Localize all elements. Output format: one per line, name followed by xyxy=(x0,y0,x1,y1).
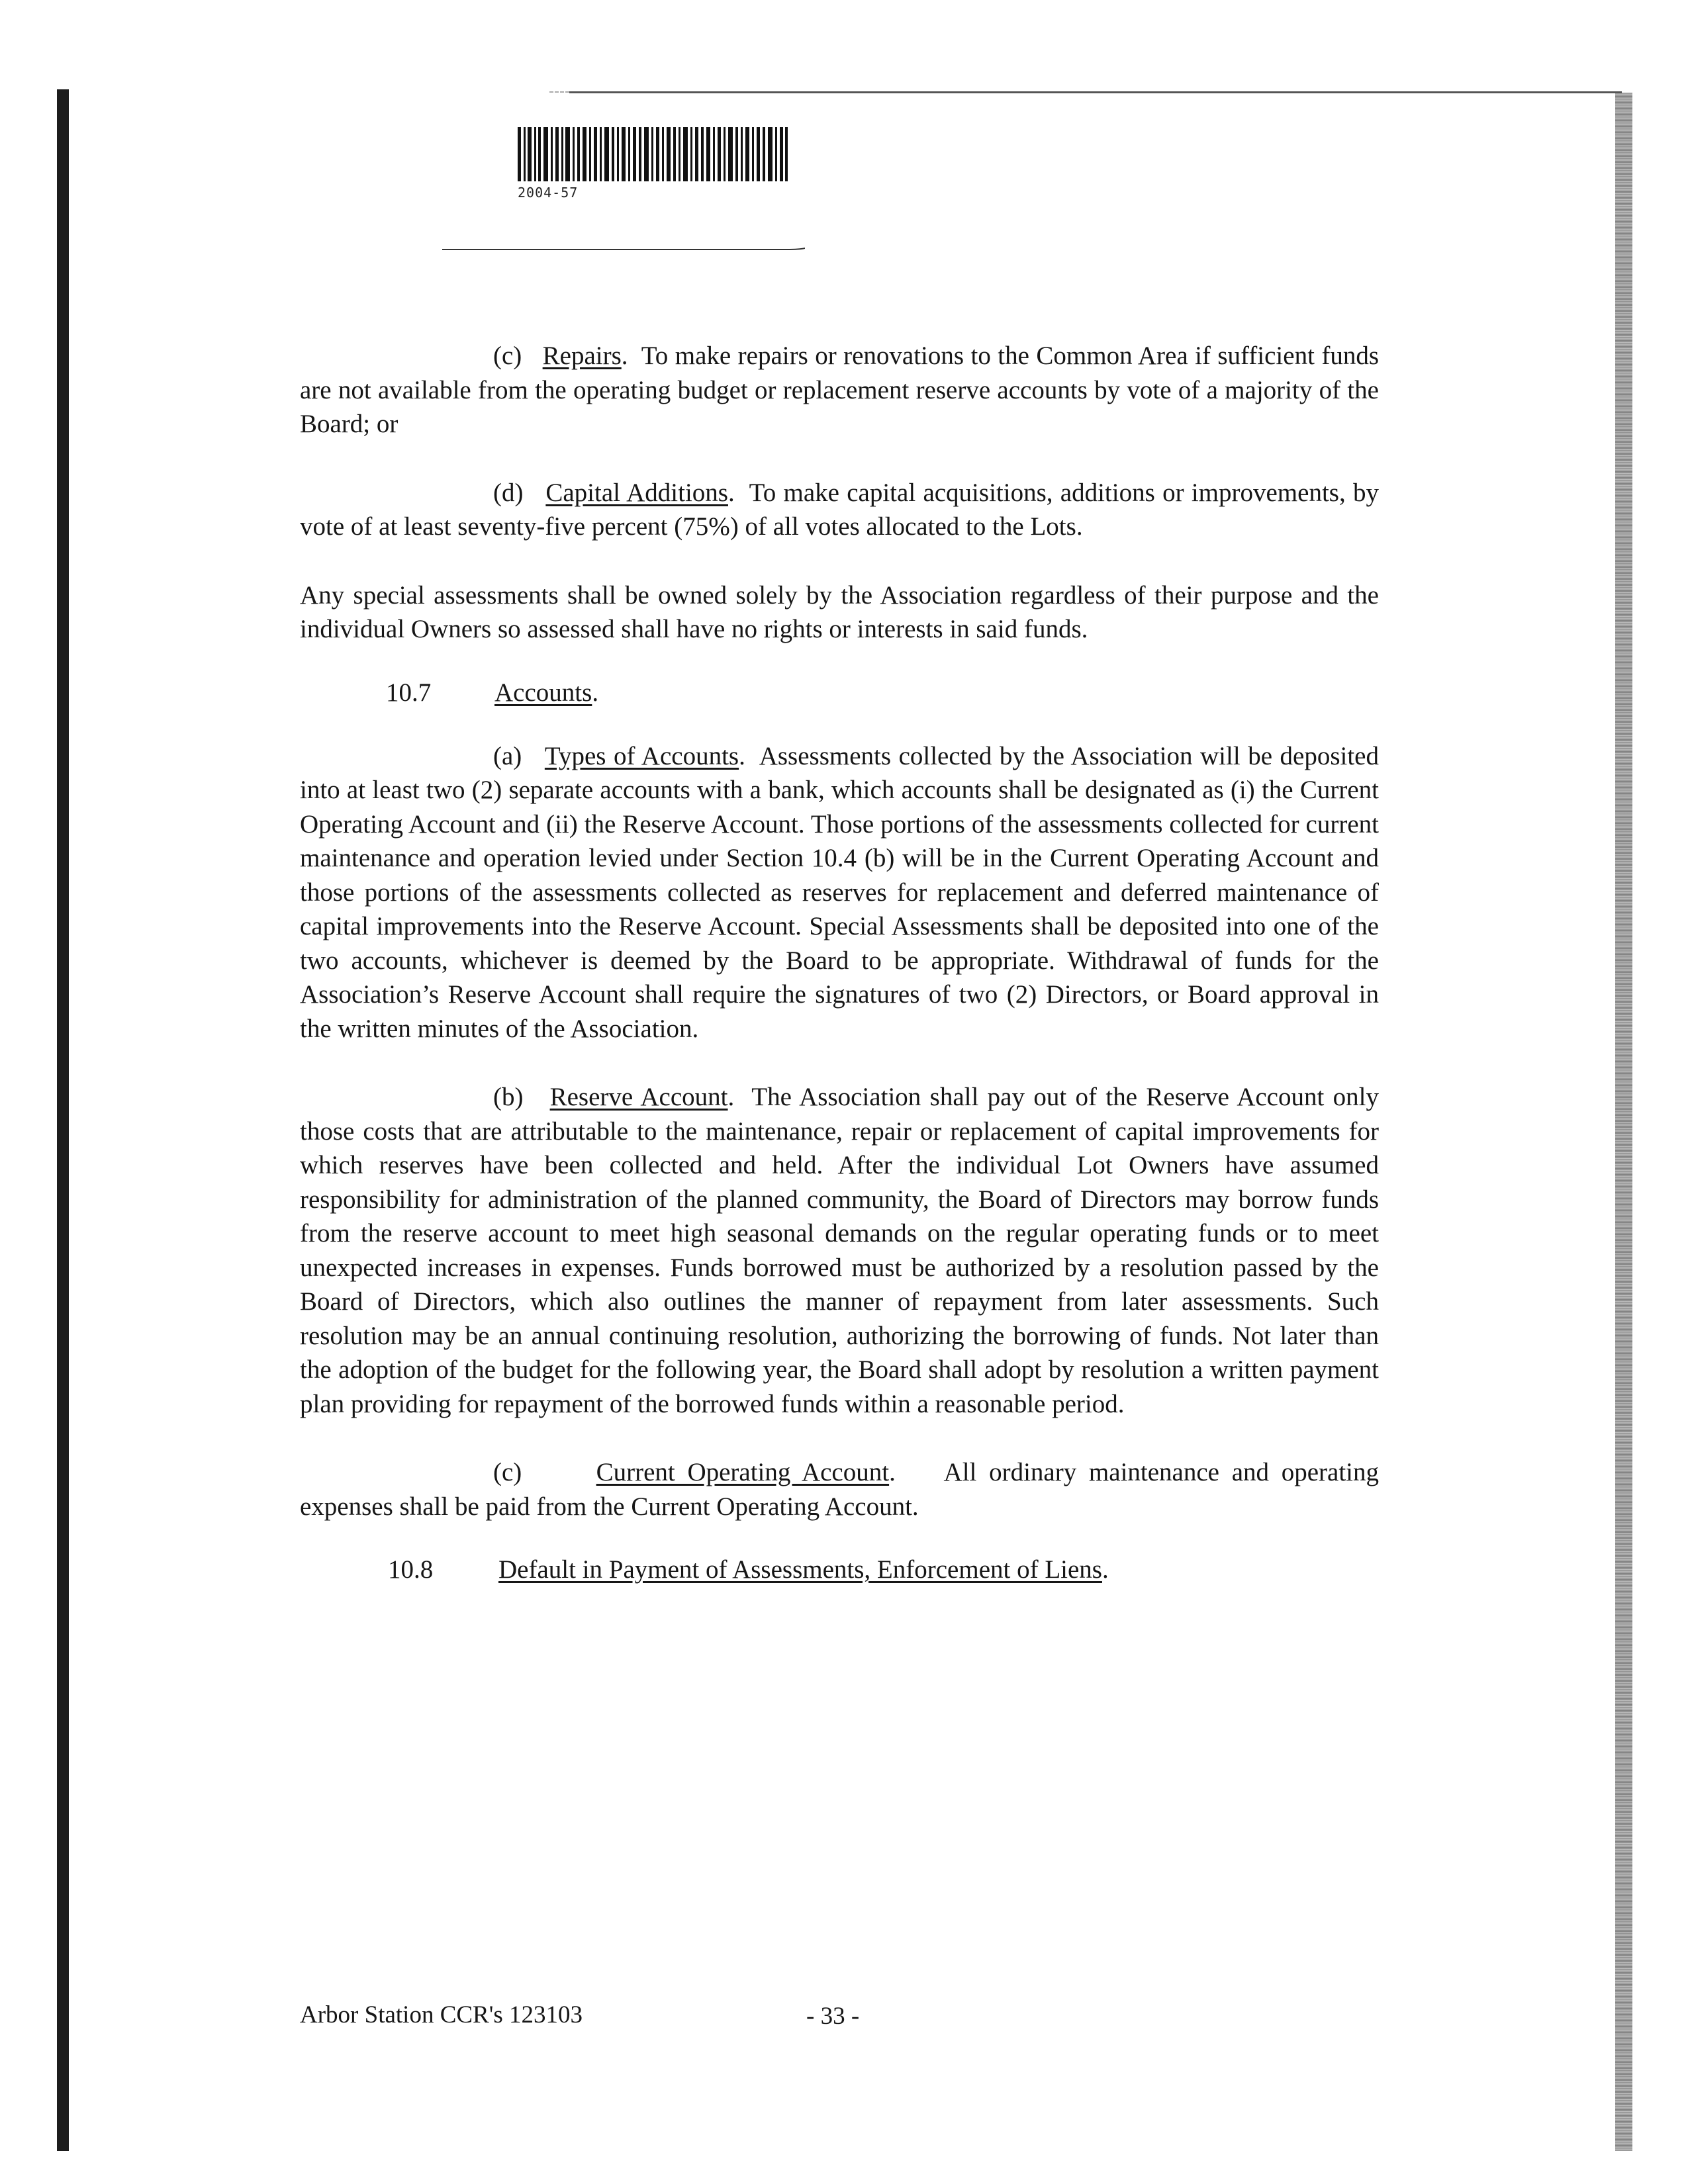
label-d: (d) xyxy=(493,478,524,507)
section-10-7-number: 10.7 xyxy=(386,678,432,707)
paragraph-types-of-accounts: (a) Types of Accounts. Assessments collected by the Association will be deposited into at least two (2) separate accounts with a bank, which accounts shall be designated as (i) the Current Operating Account and (ii) the Reserve Account. Those portions of the assessments collected for current maintenance and operation levied under Section 10.4 (b) will be in the Current Operating Account and those portions of the assessments collected as reserves for replacement and deferred maintenance of capital improvements into the Reserve Account. Special Assessments shall be deposited into one of the two accounts, whichever is deemed by the Board to be appropriate. Withdrawal of funds for the Association’s Reserve Account shall require the signatures of two (2) Directors, or Board approval in the written minutes of the Association. xyxy=(300,741,1379,1043)
paragraph-special-assessments: Any special assessments shall be owned solely by the Association regardless of their purpose and the individual Owners so assessed shall have no rights or interests in said funds. xyxy=(300,580,1379,643)
scan-border-right xyxy=(1615,93,1632,2151)
scan-top-rule xyxy=(569,91,1622,93)
label-b: (b) xyxy=(493,1083,524,1111)
barcode-number: 2004-57 xyxy=(518,185,579,201)
text-reserve-account: The Association shall pay out of the Reserve Account only those costs that are attributable to the maintenance, repair or replacement of capital improvements for which reserves have been collected and held. After the individual Lot Owners have assumed responsibility for administration of the planned community, the Board of Directors may borrow funds from the reserve account to meet high seasonal demands on the regular operating funds or to meet unexpected increases in expenses. Funds borrowed must be authorized by a resolution passed by the Board of Directors, which also outlines the manner of repayment from later assessments. Such resolution may be an annual continuing resolution, authorizing the borrowing of funds. Not later than the adoption of the budget for the following year, the Board shall adopt by resolution a written payment plan providing for repayment of the borrowed funds within a reasonable period. xyxy=(300,1083,1380,1418)
barcode-image xyxy=(518,127,788,181)
stamp-line xyxy=(442,248,805,251)
heading-repairs: Repairs xyxy=(542,341,622,370)
paragraph-capital-additions: (d) Capital Additions. To make capital acquisitions, additions or improvements, by vote of at least seventy-five percent (75%) of all votes allocated to the Lots. xyxy=(300,478,1380,541)
section-10-8: 10.8 Default in Payment of Assessments, Enforcement of Liens. xyxy=(300,1553,1379,1587)
section-10-8-number: 10.8 xyxy=(388,1555,434,1584)
label-c-2: (c) xyxy=(493,1458,522,1486)
section-10-7-title: Accounts xyxy=(494,678,592,707)
paragraph-reserve-account: (b) Reserve Account. The Association shall pay out of the Reserve Account only those costs that are attributable to the maintenance, repair or replacement of capital improvements for which reserves have been collected and held. After the individual Lot Owners have assumed responsibility for administration of the planned community, the Board of Directors may borrow funds from the reserve account to meet high seasonal demands on the regular operating funds or to meet unexpected increases in expenses. Funds borrowed must be authorized by a resolution passed by the Board of Directors, which also outlines the manner of repayment from later assessments. Such resolution may be an annual continuing resolution, authorizing the borrowing of funds. Not later than the adoption of the budget for the following year, the Board shall adopt by resolution a written payment plan providing for repayment of the borrowed funds within a reasonable period. xyxy=(300,1083,1380,1418)
heading-capital-additions: Capital Additions xyxy=(545,478,728,507)
paragraph-current-operating-account: (c) Current Operating Account. All ordinary maintenance and operating expenses shall be paid from the Current Operating Account. xyxy=(300,1458,1380,1521)
label-a: (a) xyxy=(493,741,522,770)
heading-types-of-accounts: Types of Accounts xyxy=(544,741,739,770)
text-repairs: To make repairs or renovations to the Common Area if sufficient funds are not available from the operating budget or replacement reserve accounts by vote of a majority of the Board; or xyxy=(300,341,1380,438)
footer-page-number: - 33 - xyxy=(806,2003,860,2030)
heading-reserve-account: Reserve Account xyxy=(549,1083,728,1111)
text-types-of-accounts: Assessments collected by the Association will be deposited into at least two (2) separate accounts with a bank, which accounts shall be designated as (i) the Current Operating Account and (ii) the Reserve Account. Those portions of the assessments collected for current maintenance and operation levied under Section 10.4 (b) will be in the Current Operating Account and those portions of the assessments collected as reserves for replacement and deferred maintenance of capital improvements into the Reserve Account. Special Assessments shall be deposited into one of the two accounts, whichever is deemed by the Board to be appropriate. Withdrawal of funds for the Association’s Reserve Account shall require the signatures of two (2) Directors, or Board approval in the written minutes of the Association. xyxy=(300,741,1379,1043)
text-current-operating-account: All ordinary maintenance and operating expenses shall be paid from the Current Operating Account. xyxy=(300,1458,1380,1521)
section-10-7: 10.7 Accounts. xyxy=(300,676,1379,710)
footer-document-name: Arbor Station CCR's 123103 xyxy=(300,2001,583,2028)
section-10-8-title: Default in Payment of Assessments, Enforcement of Liens xyxy=(498,1555,1102,1584)
heading-current-operating-account: Current Operating Account xyxy=(596,1458,890,1486)
text-capital-additions: To make capital acquisitions, additions or improvements, by vote of at least seventy-five percent (75%) of all votes allocated to the Lots. xyxy=(300,478,1380,541)
scan-border-left xyxy=(57,89,69,2151)
paragraph-repairs: (c) Repairs. To make repairs or renovations to the Common Area if sufficient funds are not available from the operating budget or replacement reserve accounts by vote of a majority of the Board; or xyxy=(300,341,1380,438)
label-c: (c) xyxy=(493,341,522,370)
document-body xyxy=(300,339,1379,1587)
scan-top-dash xyxy=(549,91,569,93)
